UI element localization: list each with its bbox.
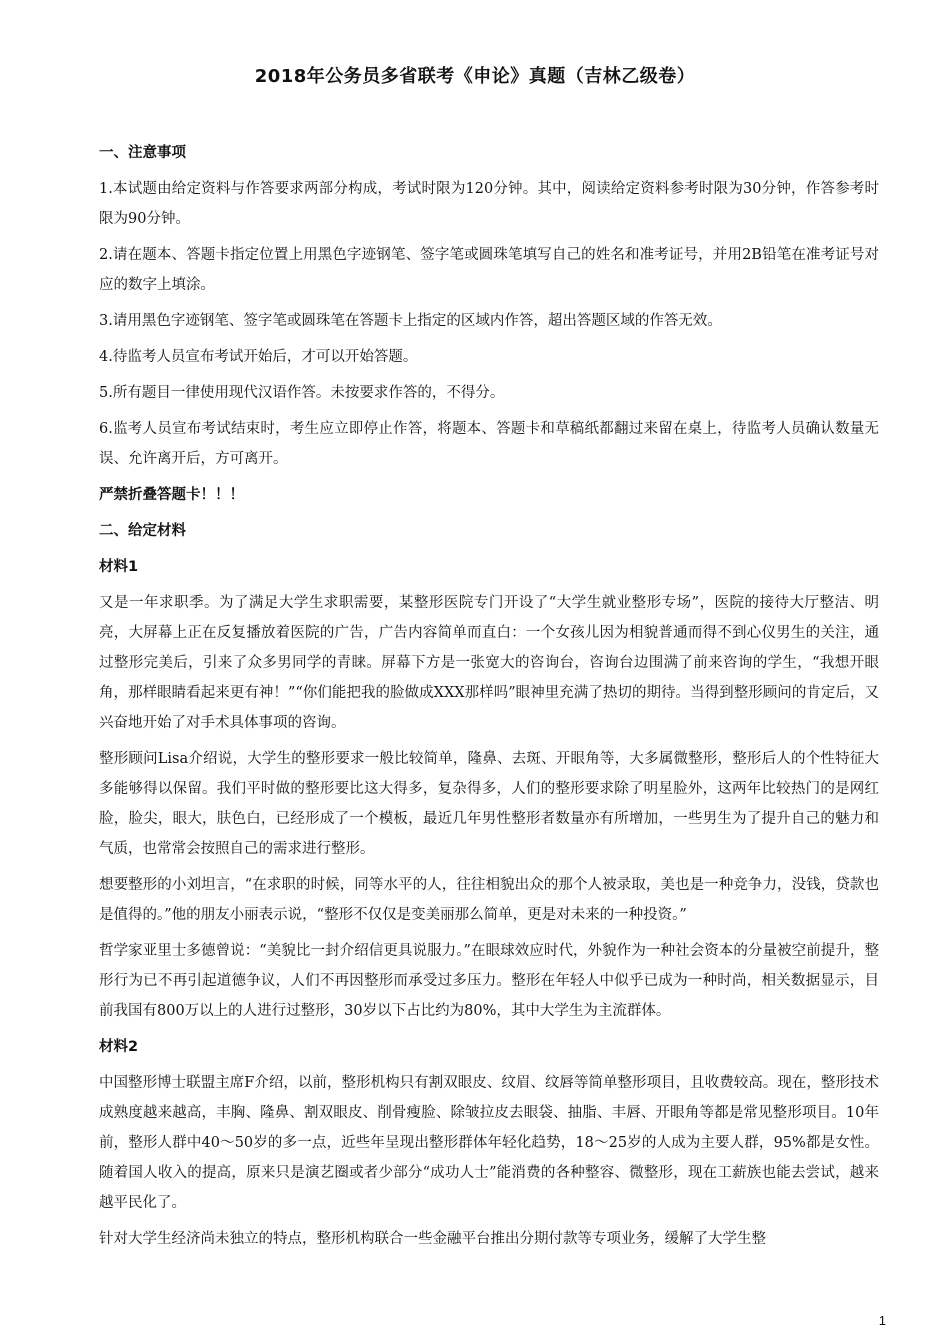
warning-text: 严禁折叠答题卡！！！ — [99, 487, 244, 503]
page-number: 1 — [878, 1313, 886, 1328]
page-title: 2018年公务员多省联考《申论》真题（吉林乙级卷） — [254, 66, 696, 87]
material-2-paragraph: 针对大学生经济尚未独立的特点，整形机构联合一些金融平台推出分期付款等专项业务，缓解了大学生整 — [99, 1231, 766, 1247]
note-item-2: 2.请在题本、答题卡指定位置上用黑色字迹钢笔、签字笔或圆珠笔填写自己的姓名和准考证号，并用2B铅笔在准考证号对应的数字上填涂。 — [99, 247, 879, 293]
material-2-label: 材料2 — [99, 1039, 139, 1055]
material-1-paragraph: 想要整形的小刘坦言，“在求职的时候，同等水平的人，往往相貌出众的那个人被录取，美也是一种竞争力，没钱，贷款也是值得的。”他的朋友小丽表示说，“整形不仅仅是变美丽那么简单，更是对未来的一种投资。” — [99, 877, 879, 923]
section-heading-materials: 二、给定材料 — [99, 523, 186, 539]
material-1-paragraph: 哲学家亚里士多德曾说：“美貌比一封介绍信更具说服力。”在眼球效应时代，外貌作为一种社会资本的分量被空前提升，整形行为已不再引起道德争议，人们不再因整形而承受过多压力。整形在年轻人中似乎已成为一种时尚，相关数据显示，目前我国有800万以上的人进行过整形，30岁以下占比约为80%，其中大学生为主流群体。 — [99, 943, 879, 1019]
material-2-paragraph: 中国整形博士联盟主席F介绍，以前，整形机构只有割双眼皮、纹眉、纹唇等简单整形项目，且收费较高。现在，整形技术成熟度越来越高，丰胸、隆鼻、割双眼皮、削骨瘦脸、除皱拉皮去眼袋、抽脂、丰唇、开眼角等都是常见整形项目。10年前，整形人群中40～50岁的多一点，近些年呈现出整形群体年轻化趋势，18～25岁的人成为主要人群，95%都是女性。随着国人收入的提高，原来只是演艺圈或者少部分“成功人士”能消费的各种整容、微整形，现在工薪族也能去尝试，越来越平民化了。 — [99, 1075, 879, 1211]
material-1-paragraph: 又是一年求职季。为了满足大学生求职需要，某整形医院专门开设了“大学生就业整形专场”，医院的接待大厅整洁、明亮，大屏幕上正在反复播放着医院的广告，广告内容简单而直白：一个女孩儿因为相貌普通而得不到心仪男生的关注，通过整形完美后，引来了众多男同学的青睐。屏幕下方是一张宽大的咨询台，咨询台边围满了前来咨询的学生，“我想开眼角，那样眼睛看起来更有神！”“你们能把我的脸做成XXX那样吗”眼神里充满了热切的期待。当得到整形顾问的肯定后，又兴奋地开始了对手术具体事项的咨询。 — [99, 595, 879, 731]
document-body — [99, 138, 879, 1260]
note-item-1: 1.本试题由给定资料与作答要求两部分构成，考试时限为120分钟。其中，阅读给定资料参考时限为30分钟，作答参考时限为90分钟。 — [99, 181, 879, 227]
note-item-5: 5.所有题目一律使用现代汉语作答。未按要求作答的，不得分。 — [99, 385, 505, 401]
material-1-paragraph: 整形顾问Lisa介绍说，大学生的整形要求一般比较简单，隆鼻、去斑、开眼角等，大多属微整形，整形后人的个性特征大多能够得以保留。我们平时做的整形要比这大得多，复杂得多，人们的整形要求除了明星脸外，这两年比较热门的是网红脸，脸尖，眼大，肤色白，已经形成了一个模板，最近几年男性整形者数量亦有所增加，一些男生为了提升自己的魅力和气质，也常常会按照自己的需求进行整形。 — [99, 751, 879, 857]
note-item-6: 6.监考人员宣布考试结束时，考生应立即停止作答，将题本、答题卡和草稿纸都翻过来留在桌上，待监考人员确认数量无误、允许离开后，方可离开。 — [99, 421, 879, 467]
material-1-label: 材料1 — [99, 559, 139, 575]
note-item-3: 3.请用黑色字迹钢笔、签字笔或圆珠笔在答题卡上指定的区域内作答，超出答题区域的作答无效。 — [99, 313, 722, 329]
section-heading-notes: 一、注意事项 — [99, 145, 186, 161]
note-item-4: 4.待监考人员宣布考试开始后，才可以开始答题。 — [99, 349, 418, 365]
